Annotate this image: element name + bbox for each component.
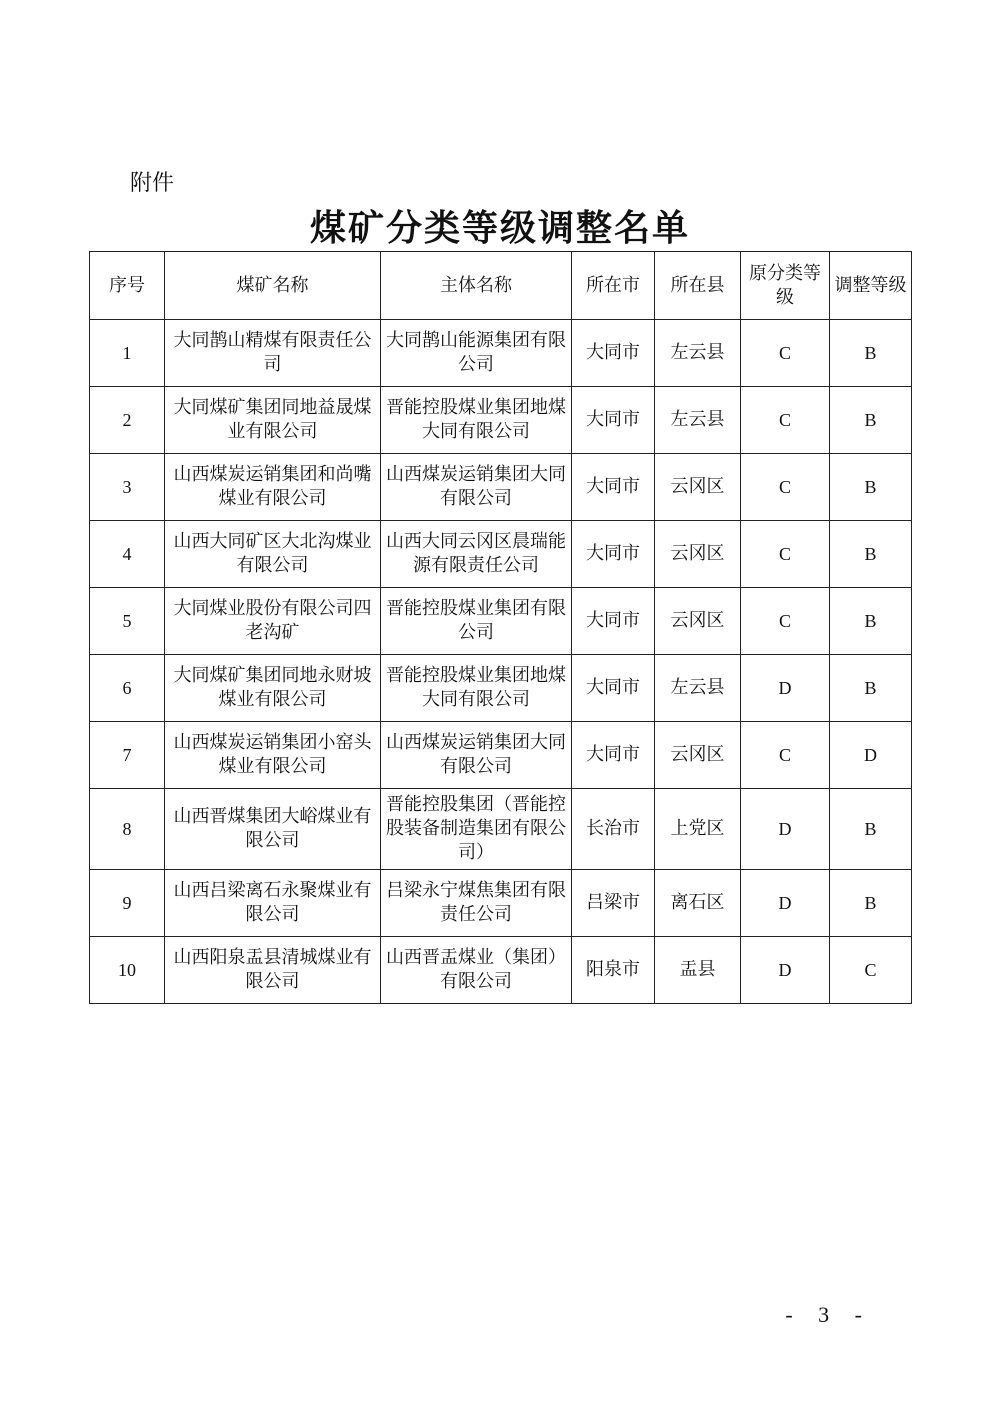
page-number: - 3 - xyxy=(785,1302,872,1327)
row-mine-name: 大同煤矿集团同地永财坡煤业有限公司 xyxy=(165,655,381,722)
row-mine-name: 大同鹊山精煤有限责任公司 xyxy=(165,320,381,387)
row-new-grade: B xyxy=(830,387,912,454)
table-row xyxy=(90,870,912,937)
row-city: 大同市 xyxy=(572,722,655,789)
table-row xyxy=(90,588,912,655)
row-orig-grade: D xyxy=(741,937,830,1004)
row-new-grade: D xyxy=(830,722,912,789)
row-city: 阳泉市 xyxy=(572,937,655,1004)
table-row xyxy=(90,937,912,1004)
row-city: 大同市 xyxy=(572,521,655,588)
row-entity-name: 晋能控股煤业集团有限公司 xyxy=(381,588,572,655)
row-entity-name: 山西煤炭运销集团大同有限公司 xyxy=(381,722,572,789)
row-entity-name: 大同鹊山能源集团有限公司 xyxy=(381,320,572,387)
row-index: 1 xyxy=(90,320,165,387)
row-mine-name: 山西煤炭运销集团小窑头煤业有限公司 xyxy=(165,722,381,789)
row-new-grade: B xyxy=(830,870,912,937)
row-orig-grade: C xyxy=(741,722,830,789)
row-county: 左云县 xyxy=(655,320,741,387)
row-mine-name: 山西晋煤集团大峪煤业有限公司 xyxy=(165,789,381,870)
header-county: 所在县 xyxy=(655,252,741,320)
table-row xyxy=(90,789,912,870)
table-row xyxy=(90,387,912,454)
row-mine-name: 山西阳泉盂县清城煤业有限公司 xyxy=(165,937,381,1004)
table-row xyxy=(90,521,912,588)
row-index: 4 xyxy=(90,521,165,588)
row-entity-name: 吕梁永宁煤焦集团有限责任公司 xyxy=(381,870,572,937)
row-index: 3 xyxy=(90,454,165,521)
row-index: 5 xyxy=(90,588,165,655)
row-entity-name: 晋能控股煤业集团地煤大同有限公司 xyxy=(381,655,572,722)
attachment-label: 附件 xyxy=(130,171,175,196)
header-entity-name: 主体名称 xyxy=(381,252,572,320)
table-row xyxy=(90,655,912,722)
row-index: 2 xyxy=(90,387,165,454)
document-title: 煤矿分类等级调整名单 xyxy=(309,207,690,249)
row-entity-name: 晋能控股集团（晋能控股装备制造集团有限公司） xyxy=(381,789,572,870)
table-row xyxy=(90,454,912,521)
header-mine-name: 煤矿名称 xyxy=(165,252,381,320)
row-new-grade: B xyxy=(830,320,912,387)
row-new-grade: B xyxy=(830,454,912,521)
row-county: 云冈区 xyxy=(655,454,741,521)
row-index: 9 xyxy=(90,870,165,937)
row-entity-name: 山西晋盂煤业（集团）有限公司 xyxy=(381,937,572,1004)
row-entity-name: 山西煤炭运销集团大同有限公司 xyxy=(381,454,572,521)
row-index: 10 xyxy=(90,937,165,1004)
row-city: 大同市 xyxy=(572,320,655,387)
row-orig-grade: C xyxy=(741,588,830,655)
row-new-grade: C xyxy=(830,937,912,1004)
row-new-grade: B xyxy=(830,655,912,722)
table-header-row xyxy=(90,252,912,320)
row-county: 盂县 xyxy=(655,937,741,1004)
row-city: 大同市 xyxy=(572,655,655,722)
row-city: 长治市 xyxy=(572,789,655,870)
header-orig-grade: 原分类等级 xyxy=(741,252,830,320)
row-index: 8 xyxy=(90,789,165,870)
row-mine-name: 大同煤业股份有限公司四老沟矿 xyxy=(165,588,381,655)
row-city: 大同市 xyxy=(572,454,655,521)
table-row xyxy=(90,320,912,387)
mine-grade-table xyxy=(89,251,912,1004)
row-new-grade: B xyxy=(830,789,912,870)
row-county: 云冈区 xyxy=(655,588,741,655)
row-entity-name: 山西大同云冈区晨瑞能源有限责任公司 xyxy=(381,521,572,588)
row-city: 吕梁市 xyxy=(572,870,655,937)
header-city: 所在市 xyxy=(572,252,655,320)
row-city: 大同市 xyxy=(572,588,655,655)
row-mine-name: 山西煤炭运销集团和尚嘴煤业有限公司 xyxy=(165,454,381,521)
header-new-grade: 调整等级 xyxy=(830,252,912,320)
row-orig-grade: C xyxy=(741,320,830,387)
row-index: 6 xyxy=(90,655,165,722)
table-row xyxy=(90,722,912,789)
row-orig-grade: C xyxy=(741,521,830,588)
row-new-grade: B xyxy=(830,588,912,655)
row-orig-grade: D xyxy=(741,870,830,937)
row-city: 大同市 xyxy=(572,387,655,454)
row-mine-name: 山西吕梁离石永聚煤业有限公司 xyxy=(165,870,381,937)
row-new-grade: B xyxy=(830,521,912,588)
row-orig-grade: D xyxy=(741,789,830,870)
row-orig-grade: D xyxy=(741,655,830,722)
row-county: 上党区 xyxy=(655,789,741,870)
header-index: 序号 xyxy=(90,252,165,320)
row-county: 左云县 xyxy=(655,387,741,454)
row-county: 云冈区 xyxy=(655,722,741,789)
row-county: 云冈区 xyxy=(655,521,741,588)
row-orig-grade: C xyxy=(741,387,830,454)
row-index: 7 xyxy=(90,722,165,789)
row-county: 离石区 xyxy=(655,870,741,937)
row-mine-name: 大同煤矿集团同地益晟煤业有限公司 xyxy=(165,387,381,454)
row-orig-grade: C xyxy=(741,454,830,521)
row-entity-name: 晋能控股煤业集团地煤大同有限公司 xyxy=(381,387,572,454)
row-mine-name: 山西大同矿区大北沟煤业有限公司 xyxy=(165,521,381,588)
row-county: 左云县 xyxy=(655,655,741,722)
